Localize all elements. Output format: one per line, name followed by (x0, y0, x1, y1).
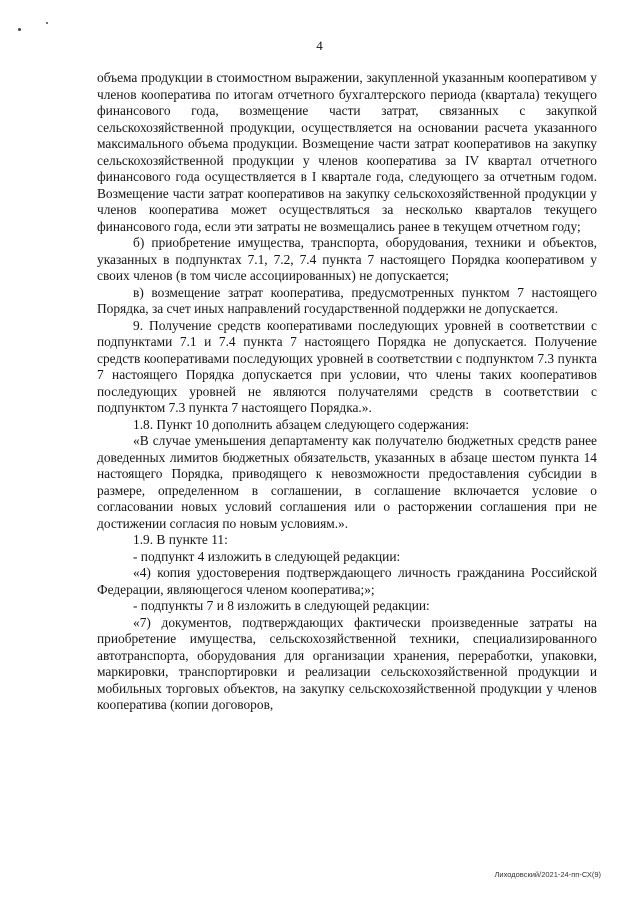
paragraph: в) возмещение затрат кооператива, предусмотренных пунктом 7 настоящего Порядка, за счет иных направлений государственной поддержки не допускается. (97, 284, 597, 316)
paragraph: 1.9. В пункте 11: (133, 532, 228, 547)
paragraph: 1.8. Пункт 10 дополнить абзацем следующего содержания: (133, 416, 470, 432)
paragraph: «7) документов, подтверждающих фактически произведенные затраты на приобретение имущества, сельскохозяйственной техники, специализированного автотранспорта, оборудования для организации хранения, переработки, упаковки, маркировки, транспортировки и реализации сельскохозяйственной продукции и мобильных торговых объектов, на закупку сельскохозяйственной продукции у членов кооператива (копии договоров, (97, 614, 597, 712)
page-number: 4 (316, 38, 323, 53)
paragraph: б) приобретение имущества, транспорта, оборудования, техники и объектов, указанных в подпунктах 7.1, 7.2, 7.4 пункта 7 настоящего Порядка кооперативом у своих членов (в том числе ассоциированных) не допускается; (97, 235, 597, 283)
paragraph: 9. Получение средств кооперативами последующих уровней в соответствии с подпунктами 7.1 и 7.4 пункта 7 настоящего Порядка не допускается. Получение средств кооперативами последующих уровней в соответствии с подпунктом 7.3 пункта 7 настоящего Порядка допускается при условии, что члены таких кооперативов последующих уровней не являются получателями средств в соответствии с подпунктом 7.3 пункта 7 настоящего Порядка.». (97, 317, 597, 415)
paragraph: «4) копия удостоверения подтверждающего личность гражданина Российской Федерации, являющегося членом кооператива;»; (97, 565, 597, 597)
scan-speck (18, 28, 21, 31)
scan-speck (46, 22, 48, 24)
footer-document-code: Лиходовский/2021-24-пп-СХ(9) (494, 870, 601, 879)
paragraph: «В случае уменьшения департаменту как получателю бюджетных средств ранее доведенных лимитов бюджетных обязательств, указанных в абзаце шестом пункта 14 настоящего Порядка, приводящего к невозможности предоставления субсидии в размере, определенном в соглашении, в соглашение включается условие о согласовании новых условий соглашения или о расторжении соглашения при не достижении согласия по новым условиям.». (97, 433, 597, 531)
paragraph: - подпункты 7 и 8 изложить в следующей редакции: (133, 598, 430, 613)
paragraph: объема продукции в стоимостном выражении, закупленной указанным кооперативом у членов кооператива по итогам отчетного бухгалтерского периода (квартала) текущего финансового года, возмещение части затрат, связанных с закупкой сельскохозяйственной продукции, осуществляется на основании расчета указанного максимального объема продукции. Возмещение части затрат кооперативов на закупку сельскохозяйственной продукции у членов кооператива за IV квартал отчетного финансового года осуществляется в I квартале года, следующего за отчетным годом. Возмещение части затрат кооперативов на закупку сельскохозяйственной продукции у членов кооператива может осуществляться за несколько кварталов текущего финансового года, если эти затраты не возмещались ранее в текущем отчетном году; (97, 70, 597, 234)
paragraph: - подпункт 4 изложить в следующей редакции: (133, 548, 401, 564)
document-body (97, 70, 597, 714)
